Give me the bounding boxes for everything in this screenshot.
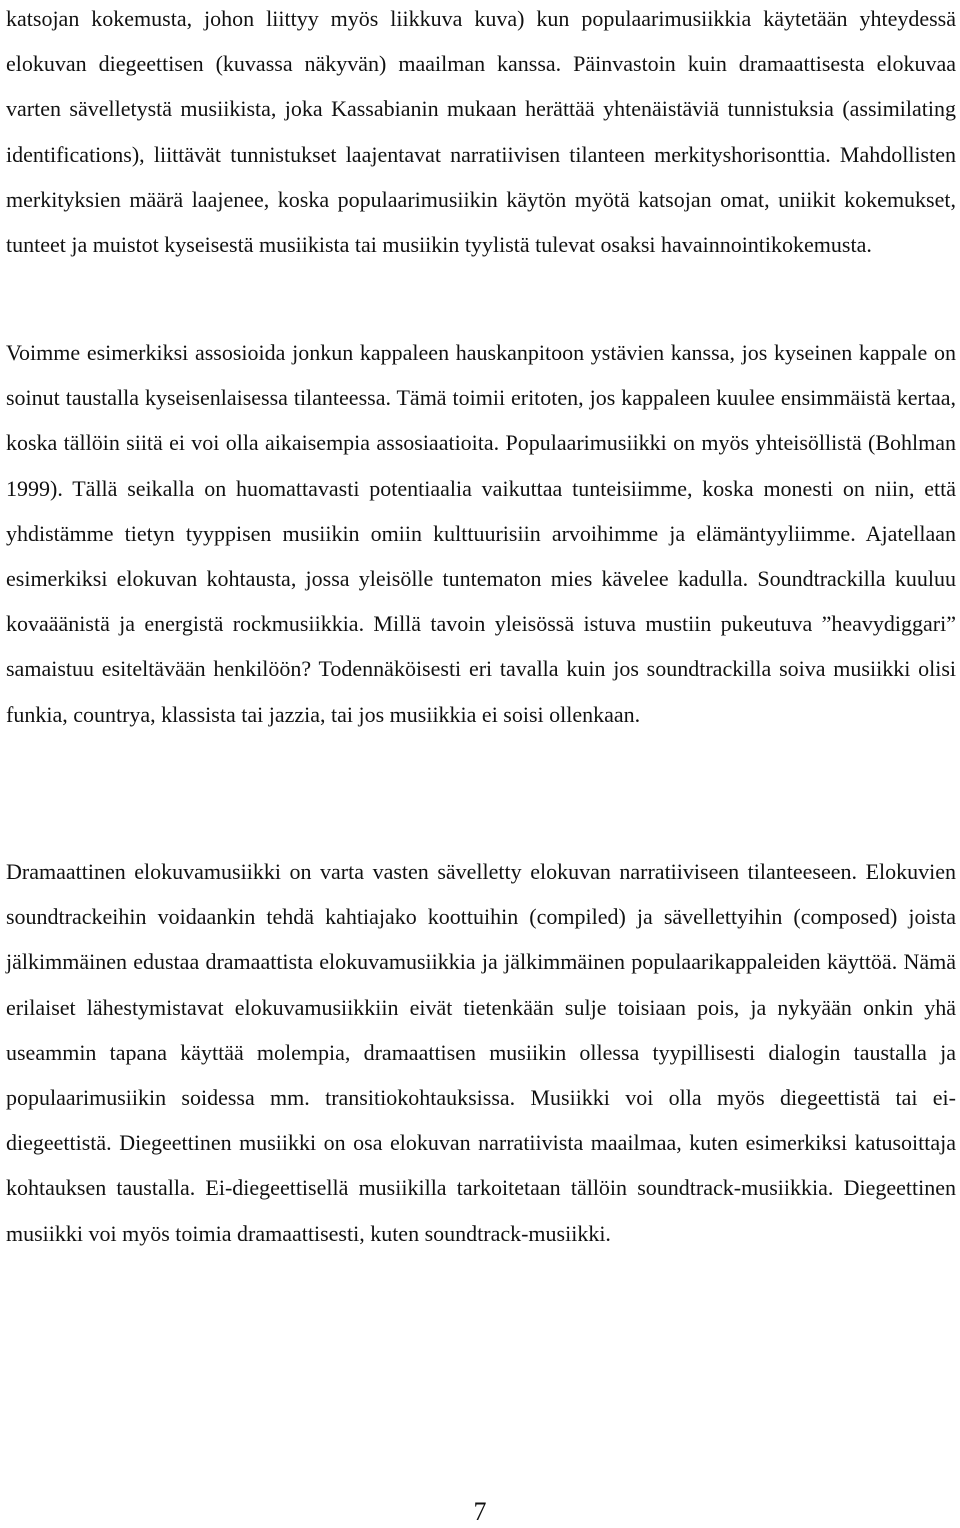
body-paragraph-3: Dramaattinen elokuvamusiikki on varta vasten sävelletty elokuvan narratiiviseen tilanteeseen. Elokuvien soundtrackeihin voidaankin tehdä kahtiajako koottuihin (compiled) ja sävellettyihin (composed) joista jälkimmäinen edustaa dramaattista elokuvamusiikkia ja jälkimmäinen populaarikappaleiden käyttöä. Nämä erilaiset lähestymistavat elokuvamusiikkiin eivät tietenkään sulje toisiaan pois, ja nykyään onkin yhä useammin tapana käyttää molempia, dramaattisen musiikin ollessa tyypillisesti dialogin taustalla ja populaarimusiikin soidessa mm. transitiokohtauksissa. Musiikki voi olla myös diegeettistä tai ei-diegeettistä. Diegeettinen musiikki on osa elokuvan narratiivista maailmaa, kuten esimerkiksi katusoittaja kohtauksen taustalla. Ei-diegeettisellä musiikilla tarkoitetaan tällöin soundtrack-musiikkia. Diegeettinen musiikki voi myös toimia dramaattisesti, kuten soundtrack-musiikki. (6, 859, 956, 1246)
body-paragraph-2: Voimme esimerkiksi assosioida jonkun kappaleen hauskanpitoon ystävien kanssa, jos kyseinen kappale on soinut taustalla kyseisenlaisessa tilanteessa. Tämä toimii eritoten, jos kappaleen kuulee ensimmäistä kertaa, koska tällöin siitä ei voi olla aikaisempia assosiaatioita. Populaarimusiikki on myös yhteisöllistä (Bohlman 1999). Tällä seikalla on huomattavasti potentiaalia vaikuttaa tunteisiimme, koska monesti on niin, että yhdistämme tietyn tyyppisen musiikin omiin kulttuurisiin arvoihimme ja elämäntyyliimme. Ajatellaan esimerkiksi elokuvan kohtausta, jossa yleisölle tuntematon mies kävelee kadulla. Soundtrackilla kuuluu kovaäänistä ja energistä rockmusiikkia. Millä tavoin yleisössä istuva mustiin pukeutuva ”heavydiggari” samaistuu esiteltävään henkilöön? Todennäköisesti eri tavalla kuin jos soundtrackilla soiva musiikki olisi funkia, countrya, klassista tai jazzia, tai jos musiikkia ei soisi ollenkaan. (6, 340, 956, 727)
body-paragraph-1: katsojan kokemusta, johon liittyy myös liikkuva kuva) kun populaarimusiikkia käytetään yhteydessä elokuvan diegeettisen (kuvassa näkyvän) maailman kanssa. Päinvastoin kuin dramaattisesta elokuvaa varten sävelletystä musiikista, joka Kassabianin mukaan herättää yhtenäistäviä tunnistuksia (assimilating identifications), liittävät tunnistukset laajentavat narratiivisen tilanteen merkityshorisonttia. Mahdollisten merkityksien määrä laajenee, koska populaarimusiikin käytön myötä katsojan omat, uniikit kokemukset, tunteet ja muistot kyseisestä musiikista tai musiikin tyylistä tulevat osaksi havainnointikokemusta. (6, 6, 956, 258)
page-number: 7 (473, 1497, 487, 1526)
